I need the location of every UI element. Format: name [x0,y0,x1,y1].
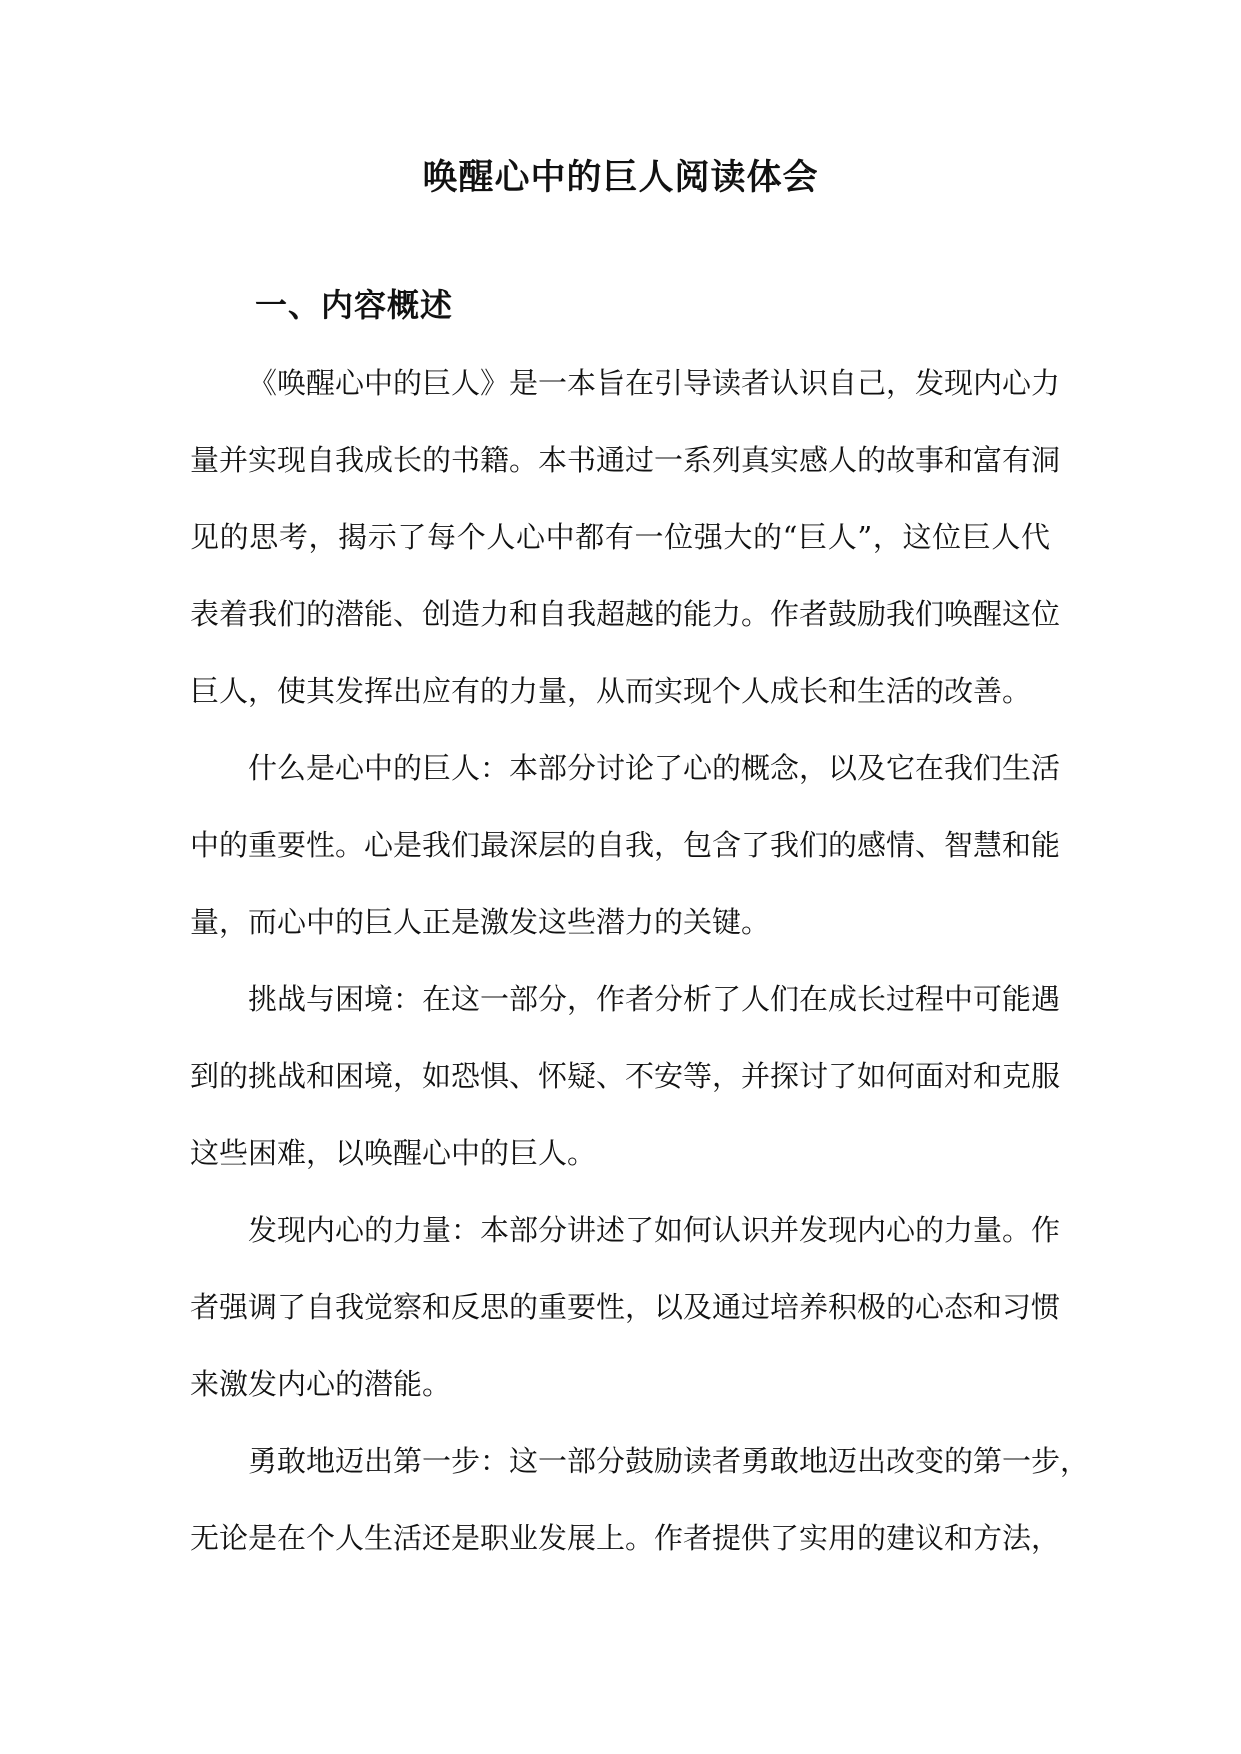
document-title: 唤醒心中的巨人阅读体会 [422,157,819,198]
paragraph-first-step [190,1423,1090,1577]
paragraph-intro [190,345,1061,730]
paragraph-line: 量，而心中的巨人正是激发这些潜力的关键。 [190,905,771,939]
paragraph-giant-definition [190,730,1061,961]
paragraph-challenges [190,961,1061,1192]
paragraph-line: 量并实现自我成长的书籍。本书通过一系列真实感人的故事和富有洞 [190,443,1061,477]
paragraph-line: 到的挑战和困境，如恐惧、怀疑、不安等，并探讨了如何面对和克服 [190,1059,1061,1093]
paragraph-line: 者强调了自我觉察和反思的重要性，以及通过培养积极的心态和习惯 [190,1290,1061,1324]
paragraph-line: 发现内心的力量：本部分讲述了如何认识并发现内心的力量。作 [248,1213,1061,1247]
paragraph-line: 勇敢地迈出第一步：这一部分鼓励读者勇敢地迈出改变的第一步， [248,1444,1090,1478]
paragraph-inner-power [190,1192,1061,1423]
paragraph-line: 巨人，使其发挥出应有的力量，从而实现个人成长和生活的改善。 [190,674,1032,708]
paragraph-line: 表着我们的潜能、创造力和自我超越的能力。作者鼓励我们唤醒这位 [190,597,1061,631]
paragraph-line: 来激发内心的潜能。 [190,1367,452,1401]
paragraph-line: 什么是心中的巨人：本部分讨论了心的概念，以及它在我们生活 [248,751,1061,785]
paragraph-line: 中的重要性。心是我们最深层的自我，包含了我们的感情、智慧和能 [190,828,1061,862]
paragraph-line: 无论是在个人生活还是职业发展上。作者提供了实用的建议和方法， [190,1521,1061,1555]
section-heading: 一、内容概述 [255,286,454,324]
paragraph-line: 挑战与困境：在这一部分，作者分析了人们在成长过程中可能遇 [248,982,1061,1016]
paragraph-line: 《唤醒心中的巨人》是一本旨在引导读者认识自己，发现内心力 [248,366,1061,400]
paragraph-line: 见的思考，揭示了每个人心中都有一位强大的“巨人”，这位巨人代 [190,520,1050,554]
paragraph-line: 这些困难，以唤醒心中的巨人。 [190,1136,597,1170]
